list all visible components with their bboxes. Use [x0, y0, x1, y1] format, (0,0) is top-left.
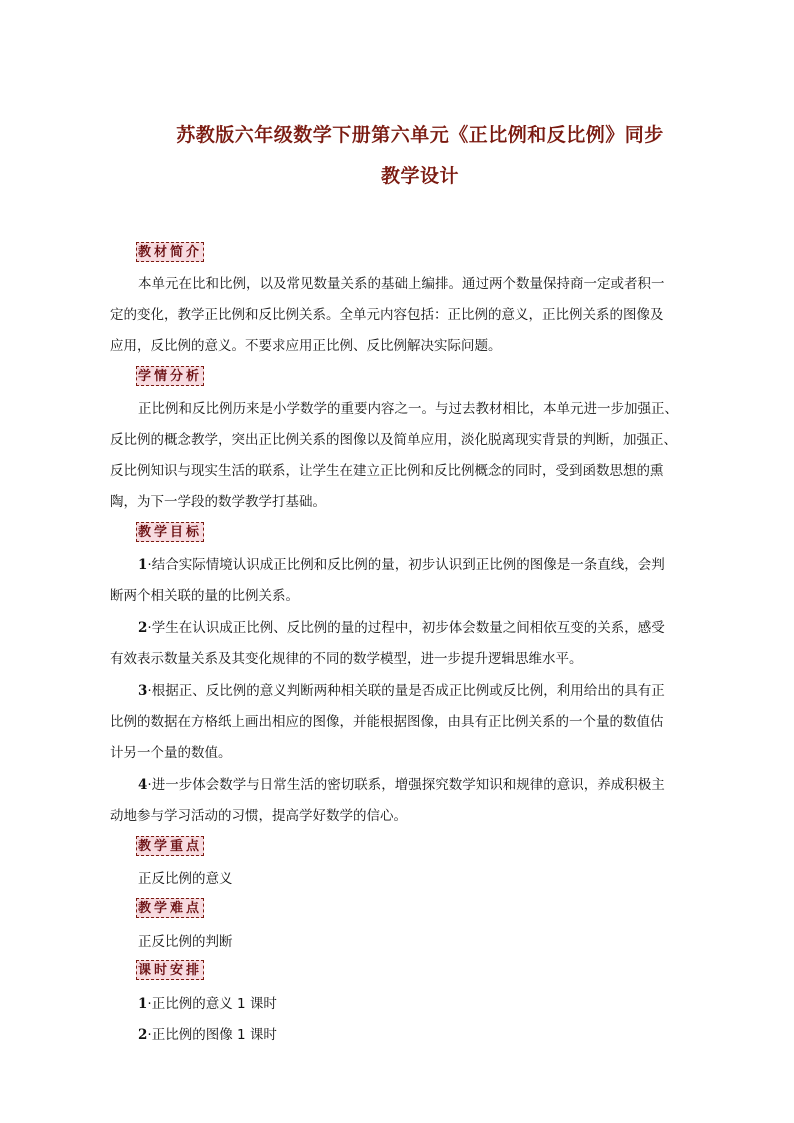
analysis-line: 反比例知识与现实生活的联系，让学生在建立正比例和反比例概念的同时，受到函数思想的熏	[110, 463, 664, 479]
section-heading-analysis: 学情分析	[136, 366, 204, 386]
analysis-line: 正比例和反比例历来是小学数学的重要内容之一。与过去教材相比，本单元进一步加强正、	[138, 401, 678, 417]
document-title-line-2: 教学设计	[380, 165, 459, 187]
document-title-line-1: 苏教版六年级数学下册第六单元《正比例和反比例》同步	[176, 124, 664, 146]
schedule-number: 2	[138, 1027, 148, 1043]
goal-text: ·根据正、反比例的意义判断两种相关联的量是否成正比例或反比例，利用给出的具有正	[147, 683, 665, 699]
goal-item-4	[138, 773, 665, 793]
goal-number: 3	[138, 683, 148, 699]
section-heading-key: 教学重点	[136, 836, 204, 856]
goal-line: 比例的数据在方格纸上画出相应的图像，并能根据图像，由具有正比例关系的一个量的数值估	[110, 714, 664, 730]
goal-line: 有效表示数量关系及其变化规律的不同的数学模型，进一步提升逻辑思维水平。	[110, 651, 583, 667]
intro-line: 本单元在比和比例，以及常见数量关系的基础上编排。通过两个数量保持商一定或者积一	[138, 276, 665, 292]
goal-text: ·结合实际情境认识成正比例和反比例的量，初步认识到正比例的图像是一条直线，会判	[147, 557, 665, 573]
section-heading-intro: 教材简介	[136, 242, 204, 262]
intro-line: 应用，反比例的意义。不要求应用正比例、反比例解决实际问题。	[110, 338, 502, 354]
goal-number: 4	[138, 777, 148, 793]
schedule-number: 1	[138, 996, 148, 1012]
goal-number: 2	[138, 620, 148, 636]
goal-text: ·学生在认识成正比例、反比例的量的过程中，初步体会数量之间相依互变的关系，感受	[147, 620, 665, 636]
goal-text: ·进一步体会数学与日常生活的密切联系，增强探究数学知识和规律的意识，养成积极主	[147, 777, 665, 793]
section-heading-difficulty: 教学难点	[136, 898, 204, 918]
goal-item-2	[138, 616, 665, 636]
analysis-line: 反比例的概念教学，突出正比例关系的图像以及简单应用，淡化脱离现实背景的判断，加强正、	[110, 432, 677, 448]
key-point-text: 正反比例的意义	[138, 871, 233, 887]
goal-line: 动地参与学习活动的习惯，提高学好数学的信心。	[110, 808, 407, 824]
goal-line: 计另一个量的数值。	[110, 745, 232, 761]
schedule-item-1	[138, 992, 277, 1012]
analysis-line: 陶，为下一学段的数学教学打基础。	[110, 494, 326, 510]
schedule-item-2	[138, 1023, 277, 1043]
section-heading-schedule: 课时安排	[136, 960, 204, 980]
difficulty-text: 正反比例的判断	[138, 934, 233, 950]
goal-item-1	[138, 553, 665, 573]
intro-line: 定的变化，教学正比例和反比例关系。全单元内容包括：正比例的意义，正比例关系的图像及	[110, 307, 664, 323]
goal-line: 断两个相关联的量的比例关系。	[110, 588, 299, 604]
section-heading-goals: 教学目标	[136, 522, 204, 542]
goal-item-3	[138, 679, 665, 699]
schedule-text: ·正比例的图像 1 课时	[147, 1027, 277, 1043]
schedule-text: ·正比例的意义 1 课时	[147, 996, 277, 1012]
goal-number: 1	[138, 557, 148, 573]
